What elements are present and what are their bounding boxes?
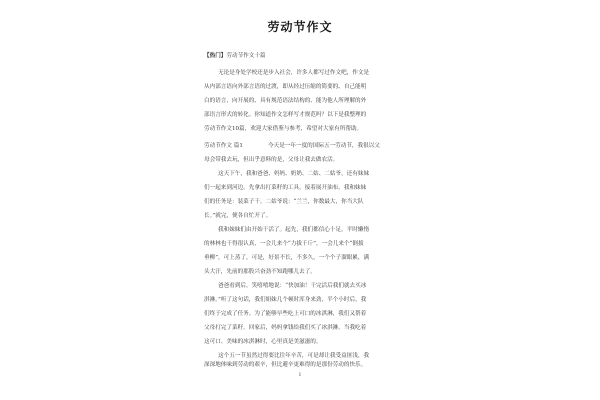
paragraph-line: 母会带我去玩，但出乎意料的是，父母让我去做农活。 bbox=[204, 157, 339, 163]
paragraph-line: 长。”就完，便各自忙开了。 bbox=[204, 213, 272, 219]
page-number: 1 bbox=[298, 372, 302, 378]
paragraph-line: 这个五一节虽然过得要比往年辛苦，可是却让我受益匪浅，我 bbox=[218, 353, 370, 359]
intro-line: 部语言形式的转化。你知道作文怎样写才规范吗？以下是我整理的 bbox=[204, 112, 367, 118]
intro-line: 劳动节作文10篇，欢迎大家借鉴与参考，希望对大家有所帮助。 bbox=[204, 126, 363, 132]
paragraph-line: 爸爸看到后，笑嘻嘻地说：“快加油！干完活后我们就去买冰 bbox=[218, 283, 367, 289]
paragraph-line: 头大汗，先前的那股兴奋劲不知跑哪儿去了。 bbox=[204, 269, 316, 275]
paragraph-line: 们的任务是：装菜子干。二姑爷说：“兰兰，你数最大，你当大队 bbox=[204, 199, 364, 205]
paragraph-line: 这天下午，我和爸爸、妈妈、奶奶、二姑、二姑爷，还有妹妹 bbox=[218, 171, 370, 177]
paragraph-line: 们一起来到河边。先拿出打菜籽的工具，接着展开油布。我和妹妹 bbox=[204, 185, 367, 191]
intro-line: 从内部言语向外部言语的过渡，即从经过压缩的简要的、自己能明 bbox=[204, 84, 367, 90]
page-title: 劳动节作文 bbox=[267, 20, 333, 34]
hot-line bbox=[204, 53, 266, 60]
hot-tag: 【热门】 bbox=[204, 53, 227, 59]
paragraph-line: 我和妹妹们由开始干活了。起先，我们都信心十足。平时懒惰 bbox=[218, 227, 370, 233]
intro-line: 无论是身处学校还是步入社会，许多人都写过作文吧，作文是 bbox=[218, 70, 370, 76]
paragraph-line: 深深地体味到劳动的艰辛，但比避辛更难得的是那份劳动的快乐。 bbox=[204, 362, 367, 368]
paragraph-line: 垂柳”，可上蒸了，可是，好景不长，不多久，一个个子溜眼累，满 bbox=[204, 255, 370, 261]
paragraph-line: 们终于完成了任务。为了能够早些吃上可口的冰淇淋，我们又帮着 bbox=[204, 311, 367, 317]
paragraph-line: 淇淋。”听了这句话，我们姐妹几个顿时浑身来劲，半个小时后，我 bbox=[204, 297, 367, 303]
paragraph-line: 的林林也干得很认真，一会儿来个“力拔千斤”，一会儿来个“倒拔 bbox=[204, 241, 364, 247]
intro-line: 白的语言，向开展的、具有规范语法结构的、能为他人所理解的外 bbox=[204, 98, 367, 104]
paragraph-line: 今天是一年一度的国际五一劳动节，我很以父 bbox=[268, 143, 380, 149]
essay-heading: 劳动节作文 篇1 bbox=[204, 143, 243, 149]
paragraph-line: 这可口、美味的冰淇淋时，心里真是美滋滋的。 bbox=[204, 339, 322, 345]
paragraph-line: 父母打完了菜籽。回家后，妈妈拿钱给我们买了冰淇淋。当我吃着 bbox=[204, 325, 367, 331]
hot-title: 劳动节作文十篇 bbox=[226, 53, 266, 59]
